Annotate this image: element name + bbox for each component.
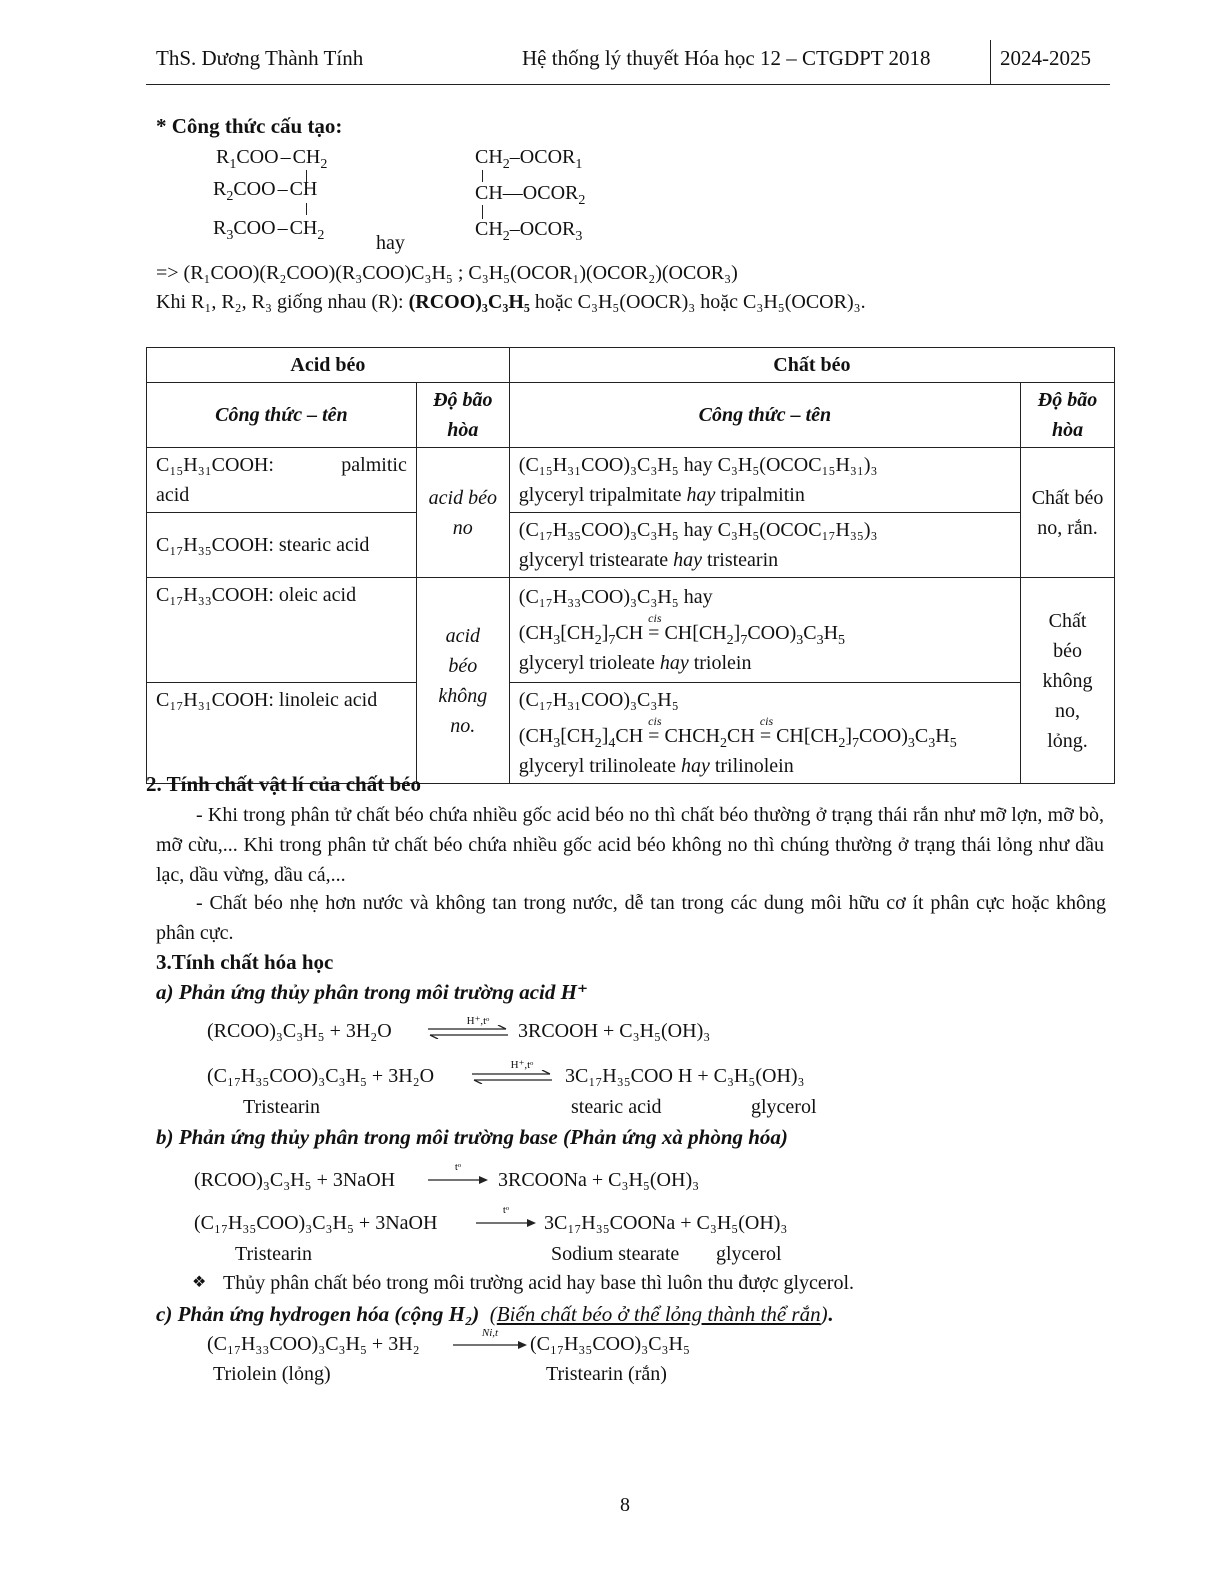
reaction-arrow-icon [476, 1218, 538, 1228]
reaction-b2-name-2: Sodium stearate [551, 1243, 680, 1265]
reaction-c-left: (C₁₇H₃₃COO)₃C₃H₅ + 3H₂ [207, 1333, 420, 1355]
fat-triolein: (C₁₇H₃₃COO)₃C₃H₅ hay ($CH_3[CH_2]_7CH$ = cis $CH[CH_2]_7COO)_3C_3H_5$ glyceryl trioleate hay triolein [509, 578, 1020, 683]
reaction-b2-right: 3C₁₇H₃₅COONa + C₃H₅(OH)₃ [544, 1212, 788, 1234]
reaction-a2-name-2: stearic acid [571, 1096, 662, 1118]
equilibrium-arrow-icon [428, 1025, 510, 1039]
section2-p1: - Khi trong phân tử chất béo chứa nhiều gốc acid béo no thì chất béo thường ở trạng thái rắn như mỡ lợn, mỡ bò, mỡ cừu,... Khi trong phân tử chất béo chứa nhiều gốc acid béo không no thì chúng thường ở trạng thái lỏng như dầu lạc, dầu vừng, dầu cá,... [156, 804, 1104, 886]
structure-hay: hay [376, 232, 405, 254]
fat-sat-khong-no: Chất béo không no, lỏng. [1021, 578, 1115, 784]
reaction-a2-condition: H⁺,tᵒ [510, 1059, 534, 1071]
col-fat-formula: Công thức – tên [509, 383, 1020, 448]
reaction-c-condition: Ni,t [481, 1327, 499, 1339]
col-acid-formula: Công thức – tên [147, 383, 417, 448]
table-row [147, 448, 1115, 513]
section2-p2: - Chất béo nhẹ hơn nước và không tan trong nước, dễ tan trong các dung môi hữu cơ ít phân cực hoặc không phân cực. [156, 892, 1106, 944]
structure-summary: => (R₁COO)(R₂COO)(R₃COO)C₃H₅ ; C₃H₅(OCOR₁)(OCOR₂)(OCOR₃) [156, 262, 738, 284]
page-number: 8 [620, 1494, 630, 1516]
reaction-c-name-1: Triolein (lỏng) [213, 1363, 331, 1385]
fat-tristearin: (C₁₇H₃₅COO)₃C₃H₅ hay C₃H₅(OCOC₁₇H₃₅)₃ glyceryl tristearate hay tristearin [509, 513, 1020, 578]
reaction-b1-left: (RCOO)₃C₃H₅ + 3NaOH [194, 1169, 396, 1191]
table-row [147, 578, 1115, 683]
section3-note: Thủy phân chất béo trong môi trường acid hay base thì luôn thu được glycerol. [223, 1272, 855, 1294]
reaction-c-name-2: Tristearin (rắn) [546, 1363, 667, 1385]
reaction-b2-name-1: Tristearin [235, 1243, 313, 1265]
reaction-a1-condition: H⁺,tᵒ [466, 1015, 490, 1027]
group-fat-header: Chất béo [509, 348, 1114, 383]
group-acid-header: Acid béo [147, 348, 510, 383]
reaction-arrow-icon [428, 1175, 490, 1185]
equilibrium-arrow-icon [472, 1070, 554, 1084]
diamond-bullet-icon: ❖ [192, 1274, 207, 1291]
acid-stearic: C₁₇H₃₅COOH: stearic acid [147, 513, 417, 578]
fat-tripalmitin: (C₁₅H₃₁COO)₃C₃H₅ hay C₃H₅(OCOC₁₅H₃₁)₃ glyceryl tripalmitate hay tripalmitin [509, 448, 1020, 513]
reaction-a1-right: 3RCOOH + C₃H₅(OH)₃ [518, 1020, 711, 1042]
reaction-a1-left: (RCOO)₃C₃H₅ + 3H₂O [207, 1020, 392, 1042]
fat-trilinolein: (C₁₇H₃₁COO)₃C₃H₅ ($CH_3[CH_2]_4CH$ = cis $CHCH_2CH$ = cis $CH[CH_2]_7COO)_3C_3H_5$ glyceryl trilinoleate hay trilinolein [509, 683, 1020, 784]
section3-title: 3.Tính chất hóa học [156, 950, 334, 974]
reaction-c-right: (C₁₇H₃₅COO)₃C₃H₅ [530, 1333, 690, 1355]
table-row [147, 513, 1115, 578]
reaction-b2-condition: tᵒ [502, 1204, 510, 1216]
section3-c-subtitle: Biến chất béo ở thể lỏng thành thể rắn [496, 1302, 821, 1326]
reaction-a2-left: (C₁₇H₃₅COO)₃C₃H₅ + 3H₂O [207, 1065, 435, 1087]
table-group-row [147, 348, 1115, 383]
same-r-prefix: Khi R₁, R₂, R₃ giống nhau (R): [156, 291, 409, 313]
header-divider [990, 40, 991, 85]
reaction-b2-left: (C₁₇H₃₅COO)₃C₃H₅ + 3NaOH [194, 1212, 438, 1234]
reaction-b1-right: 3RCOONa + C₃H₅(OH)₃ [498, 1169, 700, 1191]
header-rule [146, 84, 1110, 85]
section3-b-title: b) Phản ứng thủy phân trong môi trường base (Phản ứng xà phòng hóa) [156, 1125, 788, 1149]
header-author: ThS. Dương Thành Tính [156, 46, 364, 70]
reaction-a2-right: 3C₁₇H₃₅COO H + C₃H₅(OH)₃ [565, 1065, 805, 1087]
table-row [147, 683, 1115, 784]
structure-same-r [156, 291, 866, 314]
section2-title: 2. Tính chất vật lí của chất béo [146, 772, 421, 796]
acid-palmitic: C₁₅H₃₁COOH: palmitic acid [147, 448, 417, 513]
reaction-arrow-icon [453, 1340, 529, 1350]
reaction-b1-condition: tᵒ [454, 1161, 462, 1173]
table-column-row [147, 383, 1115, 448]
structure-heading: * Công thức cấu tạo: [156, 114, 343, 138]
header-title: Hệ thống lý thuyết Hóa học 12 – CTGDPT 2018 [522, 46, 931, 70]
fatty-acid-table [146, 347, 1115, 784]
section3-a-title: a) Phản ứng thủy phân trong môi trường acid H⁺ [156, 980, 589, 1004]
acid-linoleic: C₁₇H₃₁COOH: linoleic acid [147, 683, 417, 784]
header-year: 2024-2025 [1000, 46, 1091, 70]
same-r-suffix: hoặc C₃H₅(OOCR)₃ hoặc C₃H₅(OCOR)₃. [529, 291, 866, 313]
col-acid-saturation: Độ bão hòa [416, 383, 509, 448]
acid-oleic: C₁₇H₃₃COOH: oleic acid [147, 578, 417, 683]
same-r-bold: (RCOO)₃C₃H₅ [408, 291, 530, 313]
section3-c-title: c) Phản ứng hydrogen hóa (cộng H₂) (Biến chất béo ở thể lỏng thành thể rắn). [156, 1302, 833, 1326]
reaction-a2-name-3: glycerol [751, 1096, 817, 1118]
col-fat-saturation: Độ bão hòa [1021, 383, 1115, 448]
reaction-a2-name-1: Tristearin [243, 1096, 321, 1118]
fat-sat-no: Chất béo no, rắn. [1021, 448, 1115, 578]
acid-sat-khong-no: acid béo không no. [416, 578, 509, 784]
acid-sat-no: acid béo no [416, 448, 509, 578]
reaction-b2-name-3: glycerol [716, 1243, 782, 1265]
